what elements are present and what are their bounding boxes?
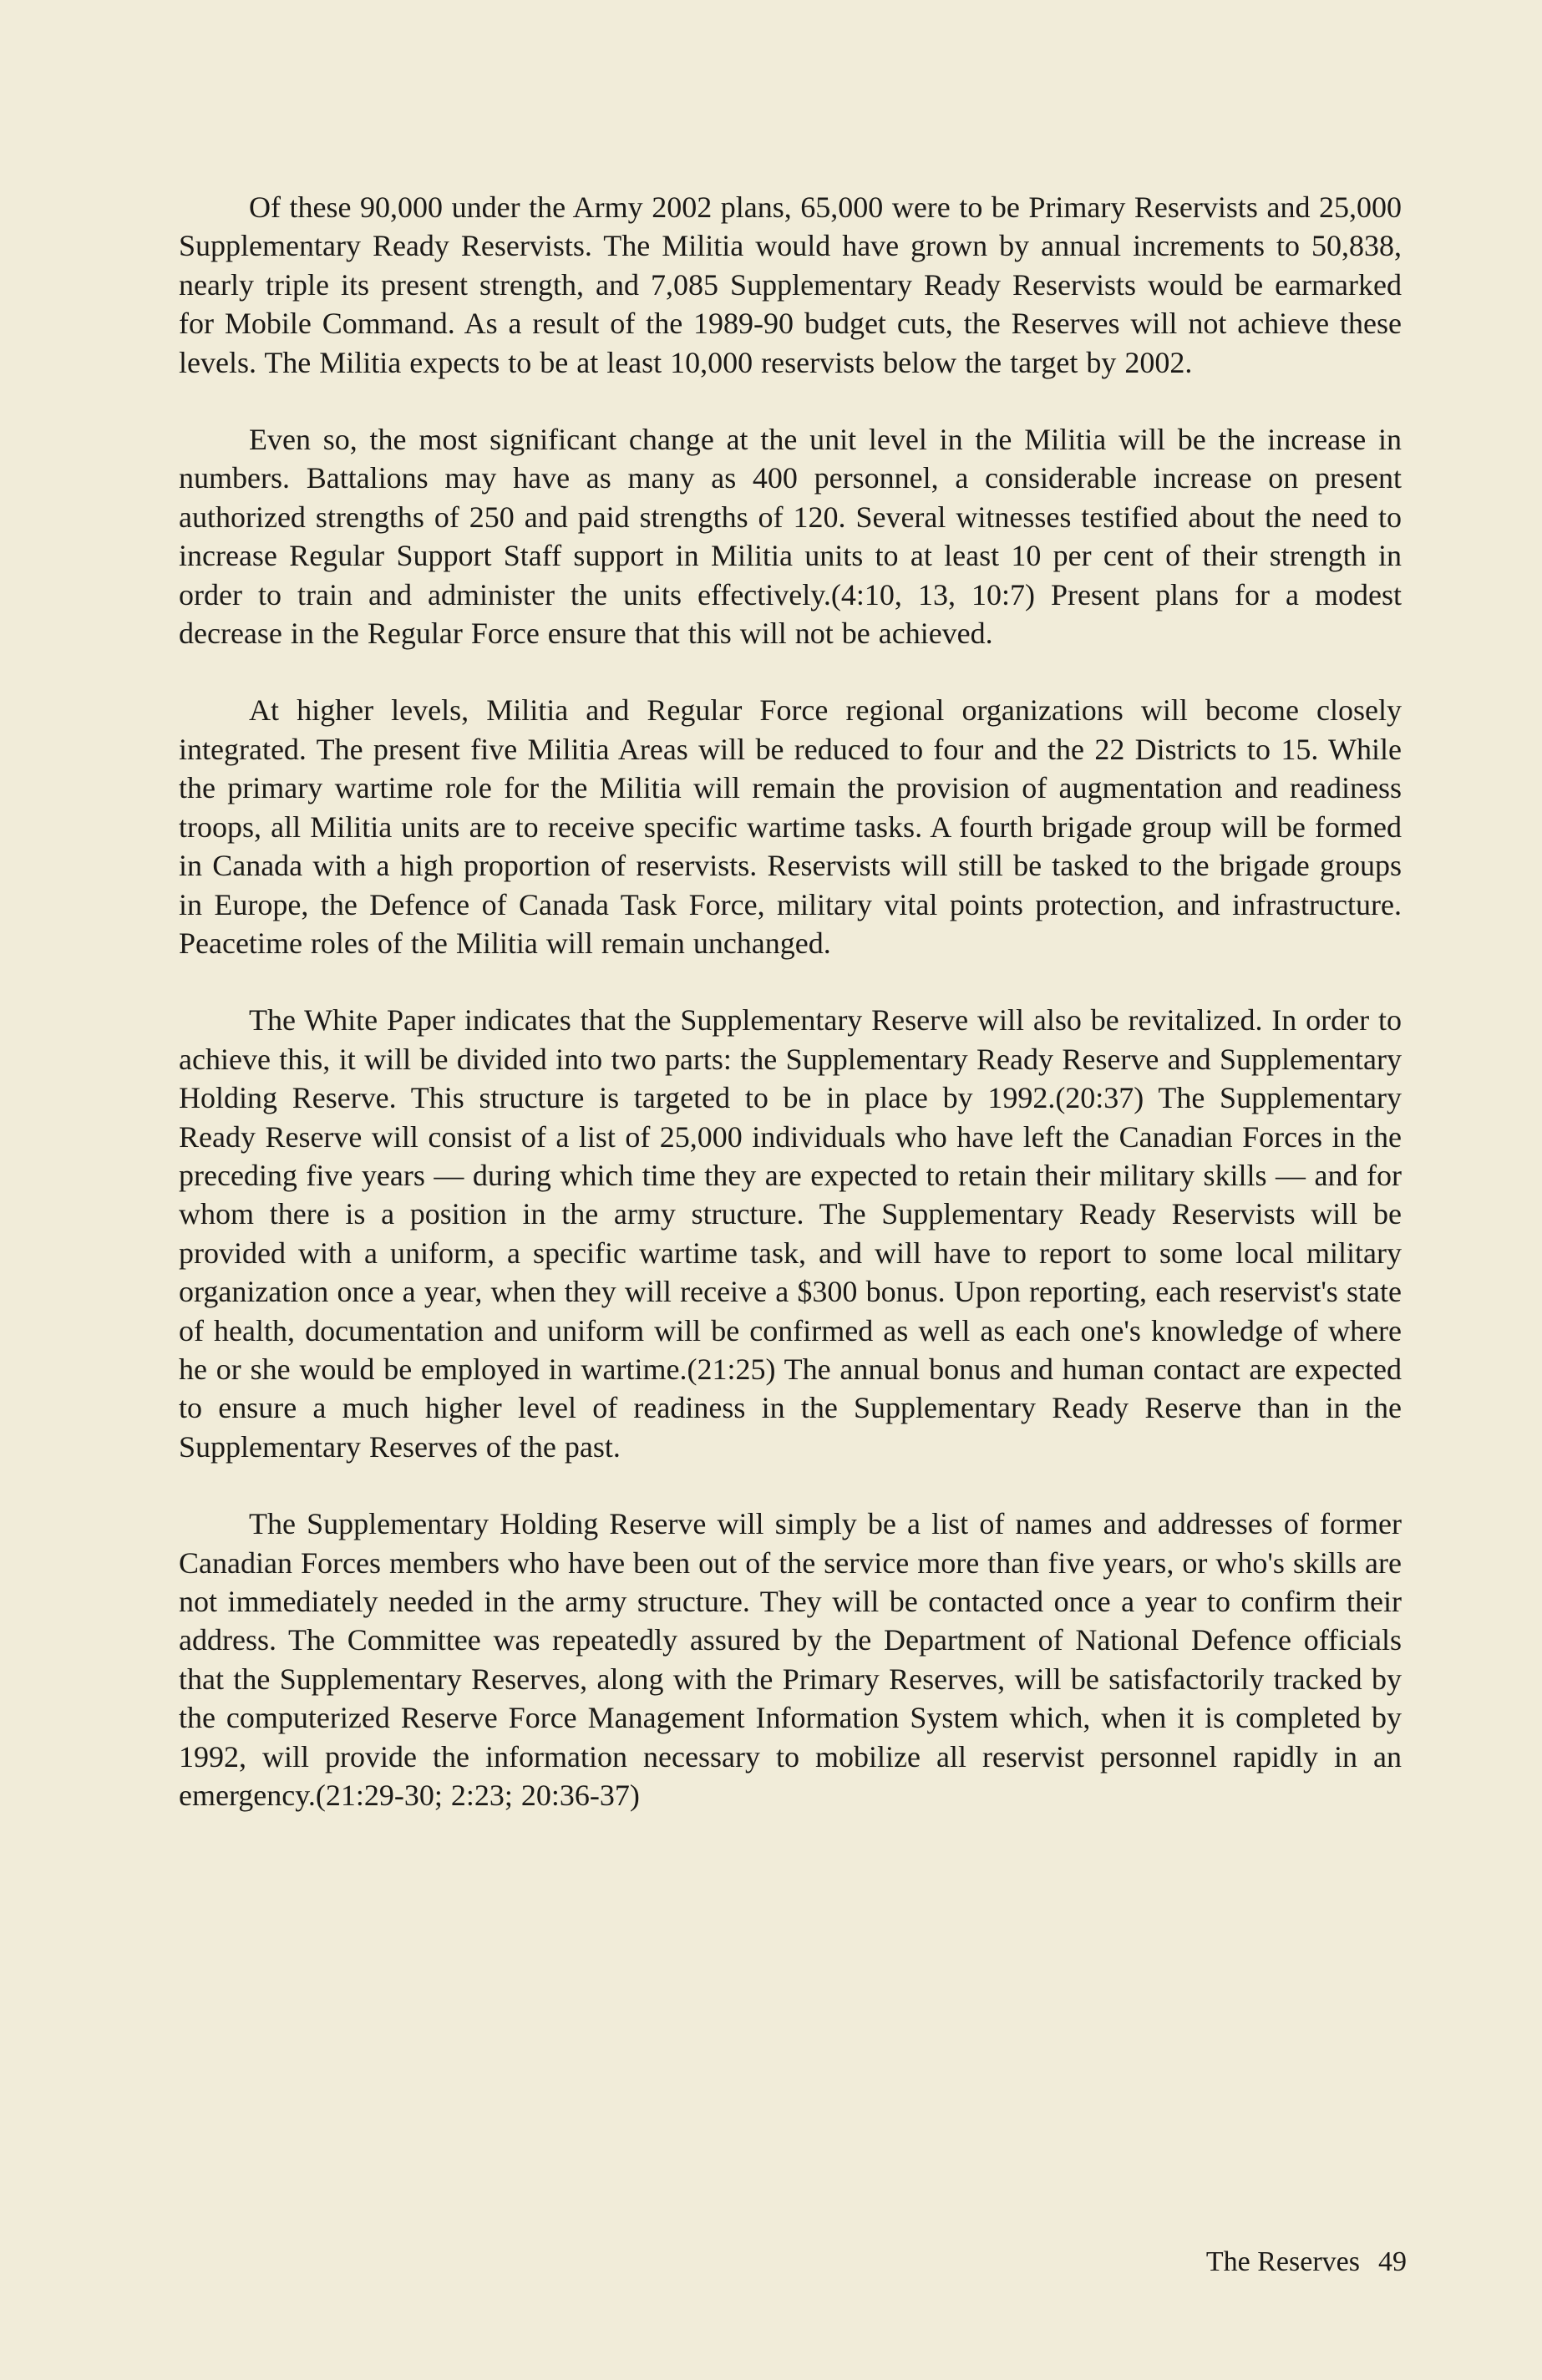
page-number: 49 [1378, 2246, 1407, 2277]
paragraph-army-2002-numbers: Of these 90,000 under the Army 2002 plans, 65,000 were to be Primary Reservists and 25,000 Supplementary Ready Reservists. The Militia would have grown by annual increments to 50,838, nearly triple its present strength, and 7,085 Supplementary Ready Reservists would be earmarked for Mobile Command. As a result of the 1989-90 budget cuts, the Reserves will not achieve these levels. The Militia expects to be at least 10,000 reservists below the target by 2002. [179, 190, 1402, 379]
paragraph-unit-level-change: Even so, the most significant change at the unit level in the Militia will be the increase in numbers. Battalions may have as many as 400 personnel, a considerable increase on present authorized strengths of 250 and paid strengths of 120. Several witnesses testified about the need to increase Regular Support Staff support in Militia units to at least 10 per cent of their strength in order to train and administer the units effectively.(4:10, 13, 10:7) Present plans for a modest decrease in the Regular Force ensure that this will not be achieved. [179, 423, 1402, 651]
body-text [179, 188, 1402, 1853]
page-footer [1206, 2246, 1407, 2279]
paragraph-supplementary-reserve: The White Paper indicates that the Supplementary Reserve will also be revitalized. In order to achieve this, it will be divided into two parts: the Supplementary Ready Reserve and Supplementary Holding Reserve. This structure is targeted to be in place by 1992.(20:37) The Supplementary Ready Reserve will consist of a list of 25,000 individuals who have left the Canadian Forces in the preceding five years — during which time they are expected to retain their military skills — and for whom there is a position in the army structure. The Supplementary Ready Reservists will be provided with a uniform, a specific wartime task, and will have to report to some local military organization once a year, when they will receive a $300 bonus. Upon reporting, each reservist's state of health, documentation and uniform will be confirmed as well as each one's knowledge of where he or she would be employed in wartime.(21:25) The annual bonus and human contact are expected to ensure a much higher level of readiness in the Supplementary Ready Reserve than in the Supplementary Reserves of the past. [179, 1003, 1402, 1464]
paragraph-holding-reserve: The Supplementary Holding Reserve will simply be a list of names and addresses of former Canadian Forces members who have been out of the service more than five years, or who's skills are not immediately needed in the army structure. They will be contacted once a year to confirm their address. The Committee was repeatedly assured by the Department of National Defence officials that the Supplementary Reserves, along with the Primary Reserves, will be satisfactorily tracked by the computerized Reserve Force Management Information System which, when it is completed by 1992, will provide the information necessary to mobilize all reservist personnel rapidly in an emergency.(21:29-30; 2:23; 20:36-37) [179, 1507, 1402, 1813]
paragraph-regional-integration: At higher levels, Militia and Regular Force regional organizations will become closely integrated. The present five Militia Areas will be reduced to four and the 22 Districts to 15. While the primary wartime role for the Militia will remain the provision of augmentation and readiness troops, all Militia units are to receive specific wartime tasks. A fourth brigade group will be formed in Canada with a high proportion of reservists. Reservists will still be tasked to the brigade groups in Europe, the Defence of Canada Task Force, military vital points protection, and infrastructure. Peacetime roles of the Militia will remain unchanged. [179, 693, 1402, 960]
running-footer-title: The Reserves [1205, 2246, 1360, 2277]
